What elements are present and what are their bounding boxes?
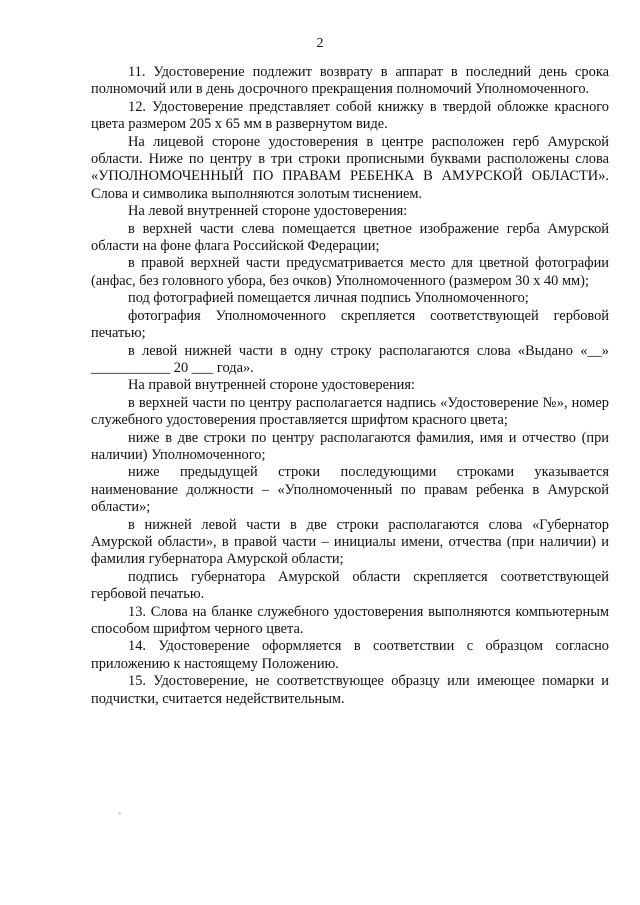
paragraph-13: 13. Слова на бланке служебного удостоверения выполняются компьютерным способом шрифтом черного цвета. <box>91 603 609 637</box>
document-body <box>91 64 609 708</box>
paragraph-left-inner-photo: в правой верхней части предусматривается место для цветной фотографии (анфас, без головного убора, без очков) Уполномоченного (размером 30 х 40 мм); <box>91 255 609 289</box>
paragraph-12: 12. Удостоверение представляет собой книжку в твердой обложке красного цвета размером 205 х 65 мм в развернутом виде. <box>91 98 609 133</box>
paragraph-right-inner-heading: На правой внутренней стороне удостоверения: <box>128 377 415 394</box>
paragraph-left-inner-heading: На левой внутренней стороне удостоверения: <box>128 203 408 220</box>
paragraph-right-inner-name: ниже в две строки по центру располагаются фамилия, имя и отчество (при наличии) Уполномоченного; <box>91 429 609 463</box>
paragraph-left-inner-issued: в левой нижней части в одну строку располагаются слова «Выдано «__» ___________ 20 ___ года». <box>91 342 609 376</box>
paragraph-left-inner-seal: фотография Уполномоченного скрепляется соответствующей гербовой печатью; <box>91 307 609 342</box>
paragraph-right-inner-position: ниже предыдущей строки последующими строками указывается наименование должности – «Уполномоченный по правам ребенка в Амурской области»; <box>91 464 609 516</box>
paragraph-right-inner-governor-seal: подпись губернатора Амурской области скрепляется соответствующей гербовой печатью. <box>91 568 609 603</box>
scan-speck <box>118 812 121 815</box>
paragraph-14: 14. Удостоверение оформляется в соответствии с образцом согласно приложению к настоящему Положению. <box>91 638 609 672</box>
paragraph-left-inner-signature: под фотографией помещается личная подпись Уполномоченного; <box>128 290 529 307</box>
paragraph-right-inner-governor: в нижней левой части в две строки располагаются слова «Губернатор Амурской области», в правой части – инициалы имени, отчества (при наличии) и фамилия губернатора Амурской области; <box>91 516 609 568</box>
paragraph-15: 15. Удостоверение, не соответствующее образцу или имеющее помарки и подчистки, считается недействительным. <box>91 673 609 707</box>
paragraph-right-inner-number: в верхней части по центру располагается надпись «Удостоверение №», номер служебного удостоверения проставляется шрифтом красного цвета; <box>91 394 609 429</box>
paragraph-front-side: На лицевой стороне удостоверения в центре расположен герб Амурской области. Ниже по центру в три строки прописными буквами расположены слова «УПОЛНОМОЧЕННЫЙ ПО ПРАВАМ РЕБЕНКА В АМУРСКОЙ ОБЛАСТИ». Слова и символика выполняются золотым тиснением. <box>91 133 609 202</box>
paragraph-11: 11. Удостоверение подлежит возврату в аппарат в последний день срока полномочий или в день досрочного прекращения полномочий Уполномоченного. <box>91 64 609 98</box>
page-number: 2 <box>316 36 324 51</box>
paragraph-left-inner-emblem: в верхней части слева помещается цветное изображение герба Амурской области на фоне флага Российской Федерации; <box>91 220 609 255</box>
